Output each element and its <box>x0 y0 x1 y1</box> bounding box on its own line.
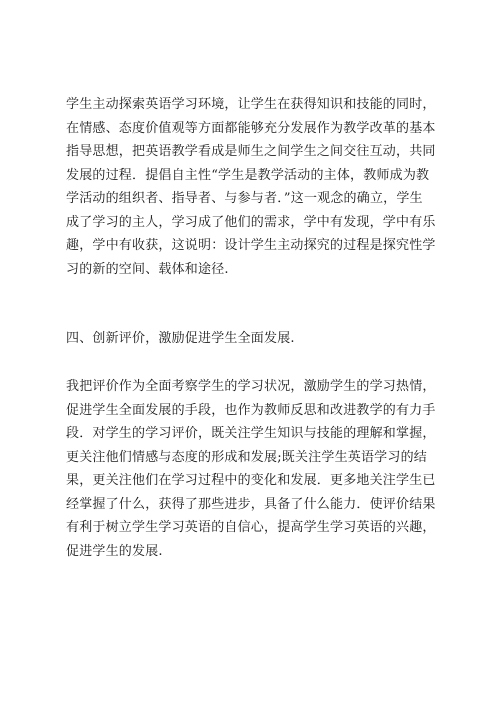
text-line: 成了学习的主人，学习成了他们的需求，学中有发现，学中有乐 <box>66 214 436 230</box>
text-line: 经掌握了什么，获得了那些进步，具备了什么能力．使评价结果 <box>66 496 436 512</box>
text-line: 促进学生的发展. <box>66 543 163 559</box>
heading-text: 四、创新评价，激励促进学生全面发展. <box>66 331 295 346</box>
text-line: 发展的过程．提倡自主性“学生是教学活动的主体，教师成为教 <box>66 167 430 183</box>
text-line: 在情感、态度价值观等方面都能够充分发展作为教学改革的基本 <box>66 120 436 136</box>
text-line: 指导思想，把英语教学看成是师生之间学生之间交往互动，共同 <box>66 144 436 159</box>
text-line: 有利于树立学生学习英语的自信心，提高学生学习英语的兴趣， <box>66 520 436 535</box>
text-line: 习的新的空间、载体和途径. <box>66 261 229 277</box>
paragraph-student-exploration <box>66 93 446 281</box>
text-line: 我把评价作为全面考察学生的学习状况，激励学生的学习热情， <box>66 379 436 394</box>
text-line: 学活动的组织者、指导者、与参与者．”这一观念的确立，学生 <box>66 191 423 206</box>
text-line: 趣，学中有收获，这说明：设计学生主动探究的过程是探究性学 <box>66 238 436 253</box>
text-line: 果，更关注他们在学习过程中的变化和发展．更多地关注学生已 <box>66 473 436 488</box>
text-line: 更关注他们情感与态度的形成和发展;既关注学生英语学习的结 <box>66 449 427 465</box>
text-line: 学生主动探索英语学习环境，让学生在获得知识和技能的同时， <box>66 97 436 112</box>
section-heading <box>66 327 446 351</box>
text-line: 促进学生全面发展的手段，也作为教师反思和改进教学的有力手 <box>66 402 436 418</box>
text-line: 段．对学生的学习评价，既关注学生知识与技能的理解和掌握， <box>66 426 436 441</box>
paragraph-evaluation <box>66 375 446 563</box>
